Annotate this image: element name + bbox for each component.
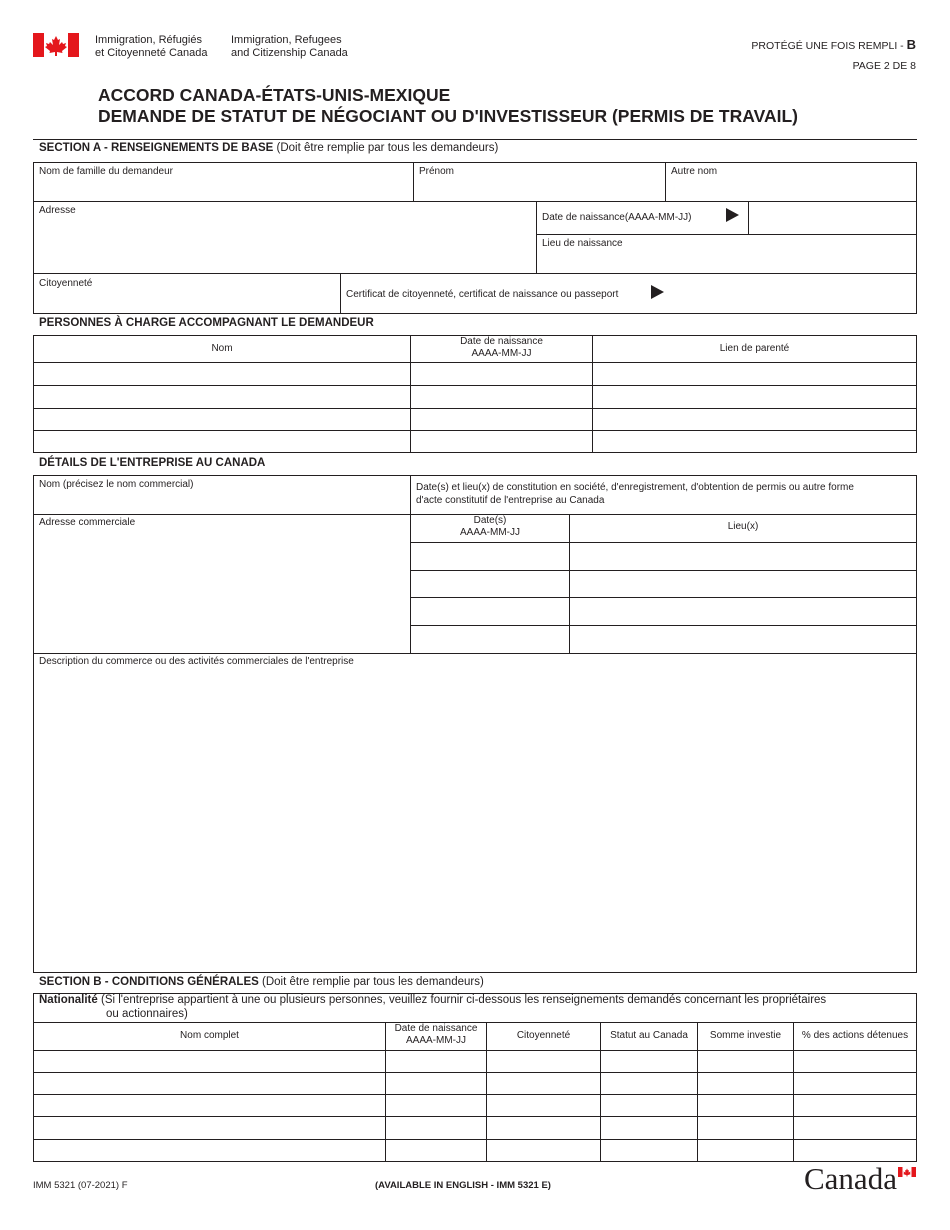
grid-line bbox=[340, 273, 341, 314]
dependant-dob-input[interactable] bbox=[411, 431, 592, 452]
section-a-heading bbox=[39, 142, 498, 155]
business-description-label: Description du commerce ou des activités commerciales de l'entreprise bbox=[39, 656, 354, 667]
business-address-input[interactable] bbox=[34, 530, 410, 652]
incorporation-date-input[interactable] bbox=[411, 598, 569, 625]
department-name-en-line1: Immigration, Refugees bbox=[231, 34, 342, 46]
dependants-col-dob-line2: AAAA-MM-JJ bbox=[471, 348, 532, 359]
owner-status-input[interactable] bbox=[601, 1140, 697, 1161]
address-input[interactable] bbox=[34, 217, 535, 272]
owner-status-input[interactable] bbox=[601, 1051, 697, 1072]
owner-shares-input[interactable] bbox=[794, 1117, 916, 1139]
owners-col-shares: % des actions détenues bbox=[801, 1030, 909, 1041]
address-label: Adresse bbox=[39, 205, 76, 216]
owners-col-fullname: Nom complet bbox=[180, 1030, 239, 1041]
owner-fullname-input[interactable] bbox=[34, 1095, 385, 1116]
business-name-input[interactable] bbox=[34, 491, 410, 513]
place-of-birth-label: Lieu de naissance bbox=[542, 238, 623, 249]
owner-shares-input[interactable] bbox=[794, 1073, 916, 1094]
canada-flag-icon bbox=[33, 33, 79, 57]
owner-dob-input[interactable] bbox=[386, 1095, 486, 1116]
protected-marking bbox=[751, 38, 916, 53]
nationality-text-line2: ou actionnaires) bbox=[106, 1008, 188, 1020]
family-name-label: Nom de famille du demandeur bbox=[39, 166, 173, 177]
dependants-col-dob-line1: Date de naissance bbox=[460, 336, 543, 347]
citizenship-input[interactable] bbox=[34, 290, 339, 313]
section-a-note: (Doit être remplie par tous les demandeurs) bbox=[276, 142, 499, 154]
incorporation-label-line1: Date(s) et lieu(x) de constitution en société, d'enregistrement, d'obtention de permis ou autre forme bbox=[416, 482, 854, 493]
owner-shares-input[interactable] bbox=[794, 1140, 916, 1161]
date-of-birth-label: Date de naissance(AAAA-MM-JJ) bbox=[542, 212, 692, 223]
canada-wordmark: Canada bbox=[804, 1161, 897, 1196]
incorporation-date-input[interactable] bbox=[411, 543, 569, 570]
dependant-name-input[interactable] bbox=[34, 431, 410, 452]
other-name-input[interactable] bbox=[666, 178, 916, 200]
protected-level: B bbox=[906, 37, 916, 52]
owners-col-invested: Somme investie bbox=[709, 1030, 782, 1041]
citizenship-label: Citoyenneté bbox=[39, 278, 93, 289]
owners-col-citizenship: Citoyenneté bbox=[516, 1030, 571, 1041]
business-description-input[interactable] bbox=[34, 669, 916, 972]
dependant-relation-input[interactable] bbox=[593, 409, 916, 430]
english-version-note: (AVAILABLE IN ENGLISH - IMM 5321 E) bbox=[375, 1180, 551, 1191]
owners-col-dob-line1: Date de naissance bbox=[394, 1023, 478, 1034]
dependant-relation-input[interactable] bbox=[593, 431, 916, 452]
form-title-line1: ACCORD CANADA-ÉTATS-UNIS-MEXIQUE bbox=[98, 85, 451, 105]
dependants-col-dob bbox=[411, 336, 592, 360]
incorporation-place-input[interactable] bbox=[570, 571, 916, 597]
protected-label: PROTÉGÉ UNE FOIS REMPLI - bbox=[751, 40, 904, 52]
form-title-line2: DEMANDE DE STATUT DE NÉGOCIANT OU D'INVESTISSEUR (PERMIS DE TRAVAIL) bbox=[98, 106, 798, 126]
owner-dob-input[interactable] bbox=[386, 1073, 486, 1094]
owners-col-dob-line2: AAAA-MM-JJ bbox=[406, 1035, 466, 1046]
section-b-note: (Doit être remplie par tous les demandeurs) bbox=[262, 976, 484, 988]
certificate-label: Certificat de citoyenneté, certificat de naissance ou passeport bbox=[346, 289, 619, 300]
form-code: IMM 5321 (07-2021) F bbox=[33, 1180, 128, 1191]
incorporation-place-input[interactable] bbox=[570, 598, 916, 625]
wordmark-flag-icon bbox=[898, 1167, 916, 1177]
certificate-input[interactable] bbox=[672, 275, 916, 313]
place-of-birth-input[interactable] bbox=[537, 250, 916, 272]
incorporation-place-input[interactable] bbox=[570, 626, 916, 652]
owner-status-input[interactable] bbox=[601, 1095, 697, 1116]
dependant-dob-input[interactable] bbox=[411, 409, 592, 430]
business-name-label: Nom (précisez le nom commercial) bbox=[39, 479, 194, 490]
section-a-title: SECTION A - RENSEIGNEMENTS DE BASE bbox=[39, 142, 274, 154]
dependant-dob-input[interactable] bbox=[411, 386, 592, 408]
owner-citizenship-input[interactable] bbox=[487, 1051, 600, 1072]
department-name-fr-line1: Immigration, Réfugiés bbox=[95, 34, 202, 46]
section-b-title: SECTION B - CONDITIONS GÉNÉRALES bbox=[39, 976, 259, 988]
page-number: PAGE 2 DE 8 bbox=[852, 60, 916, 72]
dependant-relation-input[interactable] bbox=[593, 363, 916, 385]
nationality-text: (Si l'entreprise appartient à une ou plusieurs personnes, veuillez fournir ci-dessous les renseignements demandés concernant les propriétaires bbox=[101, 994, 827, 1006]
owner-shares-input[interactable] bbox=[794, 1051, 916, 1072]
owner-citizenship-input[interactable] bbox=[487, 1095, 600, 1116]
owners-col-dob bbox=[386, 1023, 486, 1047]
incorporation-place-input[interactable] bbox=[570, 543, 916, 570]
dependants-heading: PERSONNES À CHARGE ACCOMPAGNANT LE DEMANDEUR bbox=[39, 317, 374, 329]
incorporation-col-dates bbox=[411, 515, 569, 539]
incorporation-col-places: Lieu(x) bbox=[727, 521, 759, 532]
dependant-name-input[interactable] bbox=[34, 386, 410, 408]
dependant-name-input[interactable] bbox=[34, 409, 410, 430]
department-name-fr-line2: et Citoyenneté Canada bbox=[95, 47, 208, 59]
incorporation-label-line2: d'acte constitutif de l'entreprise au Canada bbox=[416, 495, 605, 506]
owner-invested-input[interactable] bbox=[698, 1117, 793, 1139]
arrow-right-icon bbox=[651, 285, 664, 299]
incorporation-date-input[interactable] bbox=[411, 571, 569, 597]
department-name-en-line2: and Citizenship Canada bbox=[231, 47, 348, 59]
owner-invested-input[interactable] bbox=[698, 1140, 793, 1161]
dependant-name-input[interactable] bbox=[34, 363, 410, 385]
owner-citizenship-input[interactable] bbox=[487, 1140, 600, 1161]
owners-col-status: Statut au Canada bbox=[610, 1030, 688, 1041]
owner-fullname-input[interactable] bbox=[34, 1117, 385, 1139]
business-address-label: Adresse commerciale bbox=[39, 517, 136, 528]
owner-fullname-input[interactable] bbox=[34, 1073, 385, 1094]
business-heading: DÉTAILS DE L'ENTREPRISE AU CANADA bbox=[39, 457, 266, 469]
owner-dob-input[interactable] bbox=[386, 1051, 486, 1072]
owner-dob-input[interactable] bbox=[386, 1117, 486, 1139]
incorporation-date-input[interactable] bbox=[411, 626, 569, 652]
dependant-relation-input[interactable] bbox=[593, 386, 916, 408]
owner-invested-input[interactable] bbox=[698, 1095, 793, 1116]
grid-line bbox=[33, 514, 410, 515]
other-name-label: Autre nom bbox=[671, 166, 718, 177]
owner-dob-input[interactable] bbox=[386, 1140, 486, 1161]
dependants-col-relation: Lien de parenté bbox=[719, 343, 790, 354]
given-name-input[interactable] bbox=[414, 178, 664, 200]
nationality-instructions bbox=[39, 994, 826, 1007]
given-name-label: Prénom bbox=[419, 166, 455, 177]
grid-line bbox=[536, 234, 917, 235]
owner-shares-input[interactable] bbox=[794, 1095, 916, 1116]
grid-line bbox=[33, 273, 917, 274]
incorporation-col-dates-line2: AAAA-MM-JJ bbox=[460, 527, 520, 538]
owner-citizenship-input[interactable] bbox=[487, 1073, 600, 1094]
owner-invested-input[interactable] bbox=[698, 1073, 793, 1094]
owner-status-input[interactable] bbox=[601, 1073, 697, 1094]
grid-line bbox=[33, 653, 917, 654]
incorporation-col-dates-line1: Date(s) bbox=[473, 515, 507, 526]
dependant-dob-input[interactable] bbox=[411, 363, 592, 385]
dependants-col-name: Nom bbox=[211, 343, 233, 354]
title-divider bbox=[33, 139, 917, 140]
family-name-input[interactable] bbox=[34, 178, 412, 200]
date-of-birth-input[interactable] bbox=[749, 202, 916, 234]
nationality-label: Nationalité bbox=[39, 994, 98, 1006]
owner-citizenship-input[interactable] bbox=[487, 1117, 600, 1139]
owner-fullname-input[interactable] bbox=[34, 1051, 385, 1072]
owner-fullname-input[interactable] bbox=[34, 1140, 385, 1161]
section-b-heading bbox=[39, 976, 484, 989]
owner-invested-input[interactable] bbox=[698, 1051, 793, 1072]
arrow-right-icon bbox=[726, 208, 739, 222]
owner-status-input[interactable] bbox=[601, 1117, 697, 1139]
